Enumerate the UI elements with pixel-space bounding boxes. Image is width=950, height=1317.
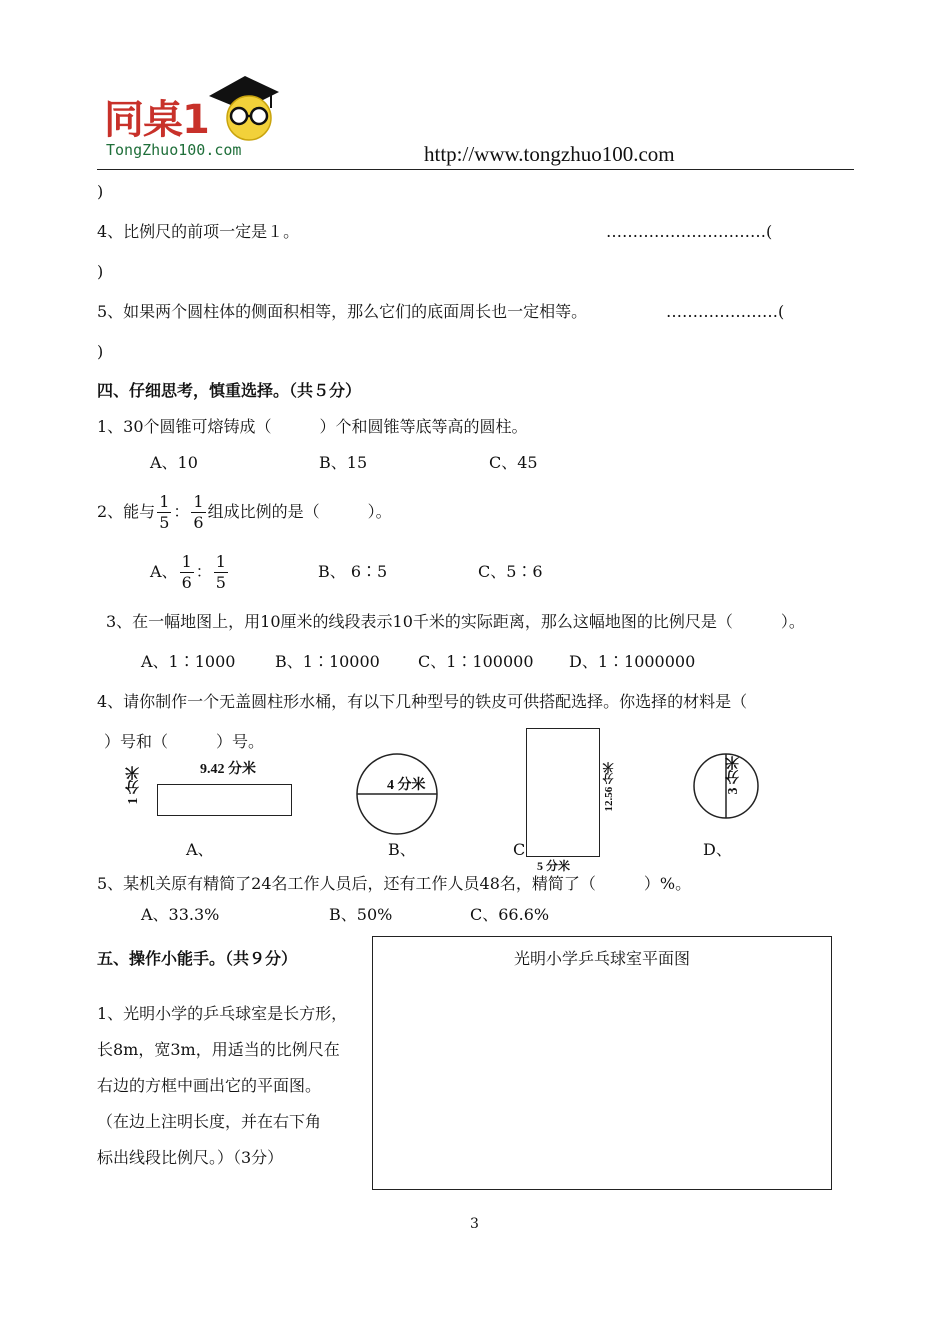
- s4-q3-option-c[interactable]: C、1∶100000: [418, 652, 534, 671]
- fig-b-circle: [355, 752, 439, 836]
- fig-a-width-label: 1 分米: [126, 766, 141, 805]
- drawing-box[interactable]: [372, 936, 832, 1190]
- section5-title: 五、操作小能手。（共９分）: [97, 949, 298, 968]
- colon: ：: [173, 502, 190, 521]
- header-divider: [97, 169, 854, 170]
- fraction: $\frac{1}{5}$: [159, 491, 170, 532]
- s4-q4-option-c[interactable]: C: [513, 840, 526, 859]
- fig-b-diameter-label: 4 分米: [387, 778, 426, 793]
- s5-q1-line: 右边的方框中画出它的平面图。: [97, 1076, 322, 1095]
- paren-close: ): [97, 262, 104, 281]
- s4-q1: 1、30个圆锥可熔铸成（ ）个和圆锥等底等高的圆柱。: [97, 417, 528, 436]
- drawing-box-title: 光明小学乒乓球室平面图: [513, 949, 690, 968]
- s4-q3-option-d[interactable]: D、1∶1000000: [569, 652, 696, 671]
- page-number: 3: [470, 1216, 479, 1232]
- fig-d-diameter-label: 3 分米: [726, 756, 741, 795]
- s5-q1-line: 标出线段比例尺。）（3分）: [97, 1148, 284, 1167]
- s4-q2-option-c[interactable]: C、5∶6: [478, 562, 543, 581]
- s4-q4: 4、请你制作一个无盖圆柱形水桶，有以下几种型号的铁皮可供搭配选择。你选择的材料是（: [97, 692, 748, 711]
- s4-q4-line2: ）号和（ ）号。: [104, 732, 265, 751]
- s4-q5-option-a[interactable]: A、33.3%: [141, 905, 220, 924]
- s4-q2: [97, 490, 392, 534]
- s5-q1-line: （在边上注明长度，并在右下角: [97, 1112, 322, 1131]
- fraction: $\frac{1}{5}$: [215, 551, 226, 592]
- fig-c-rectangle: [526, 728, 600, 857]
- fig-c-length-label: 12.56 分米: [603, 762, 615, 812]
- fig-a-length-label: 9.42 分米: [200, 762, 256, 777]
- s4-q2-option-b[interactable]: B、 6∶5: [318, 562, 388, 581]
- s4-q1-option-c[interactable]: C、45: [489, 453, 538, 472]
- s4-q3-option-b[interactable]: B、1∶10000: [275, 652, 380, 671]
- s4-q3-option-a[interactable]: A、1∶1000: [141, 652, 236, 671]
- section4-title: 四、仔细思考，慎重选择。（共５分）: [97, 381, 362, 400]
- s4-q1-option-a[interactable]: A、10: [150, 453, 198, 472]
- s4-q2-option-a[interactable]: A、 $\frac{1}{6}$ ： $\frac{1}{5}$: [150, 551, 226, 592]
- s4-q5-option-c[interactable]: C、66.6%: [470, 905, 550, 924]
- header-url[interactable]: http://www.tongzhuo100.com: [424, 142, 675, 166]
- s4-q5: 5、某机关原有精简了24名工作人员后，还有工作人员48名，精简了（ ）%。: [97, 874, 692, 893]
- judge-q4-dots: …………………………(: [606, 222, 773, 241]
- judge-q4: 4、比例尺的前项一定是１。: [97, 222, 300, 241]
- judge-q5: 5、如果两个圆柱体的侧面积相等，那么它们的底面周长也一定相等。: [97, 302, 588, 321]
- s4-q5-option-b[interactable]: B、50%: [329, 905, 393, 924]
- fraction: $\frac{1}{6}$: [181, 551, 192, 592]
- s4-q2-prefix: 2、能与: [97, 502, 156, 521]
- s4-q4-option-b[interactable]: B、: [388, 840, 416, 859]
- judge-q5-dots: …………………(: [666, 302, 785, 321]
- s5-q1-line: 1、光明小学的乒乓球室是长方形，: [97, 1004, 348, 1023]
- s5-q1-line: 长8m，宽3m，用适当的比例尺在: [97, 1040, 340, 1059]
- s4-q4-option-d[interactable]: D、: [703, 840, 732, 859]
- s4-q2-suffix: 组成比例的是（ ）。: [207, 502, 392, 521]
- logo-subtext: TongZhuo100.com: [106, 141, 242, 159]
- paren-close: ): [97, 342, 104, 361]
- logo-mascot-icon: [205, 72, 281, 142]
- paren-close: ): [97, 182, 104, 201]
- s5-q1-text: [97, 996, 347, 1176]
- logo-text: 同桌1: [104, 97, 209, 143]
- fig-a-rectangle: [157, 784, 292, 816]
- s4-q4-option-a[interactable]: A、: [186, 840, 214, 859]
- fig-c-width-label: 5 分米: [537, 859, 571, 873]
- s4-q3: 3、在一幅地图上，用10厘米的线段表示10千米的实际距离，那么这幅地图的比例尺是（ ）。: [106, 612, 805, 631]
- fraction: $\frac{1}{6}$: [193, 491, 204, 532]
- s4-q1-option-b[interactable]: B、15: [319, 453, 368, 472]
